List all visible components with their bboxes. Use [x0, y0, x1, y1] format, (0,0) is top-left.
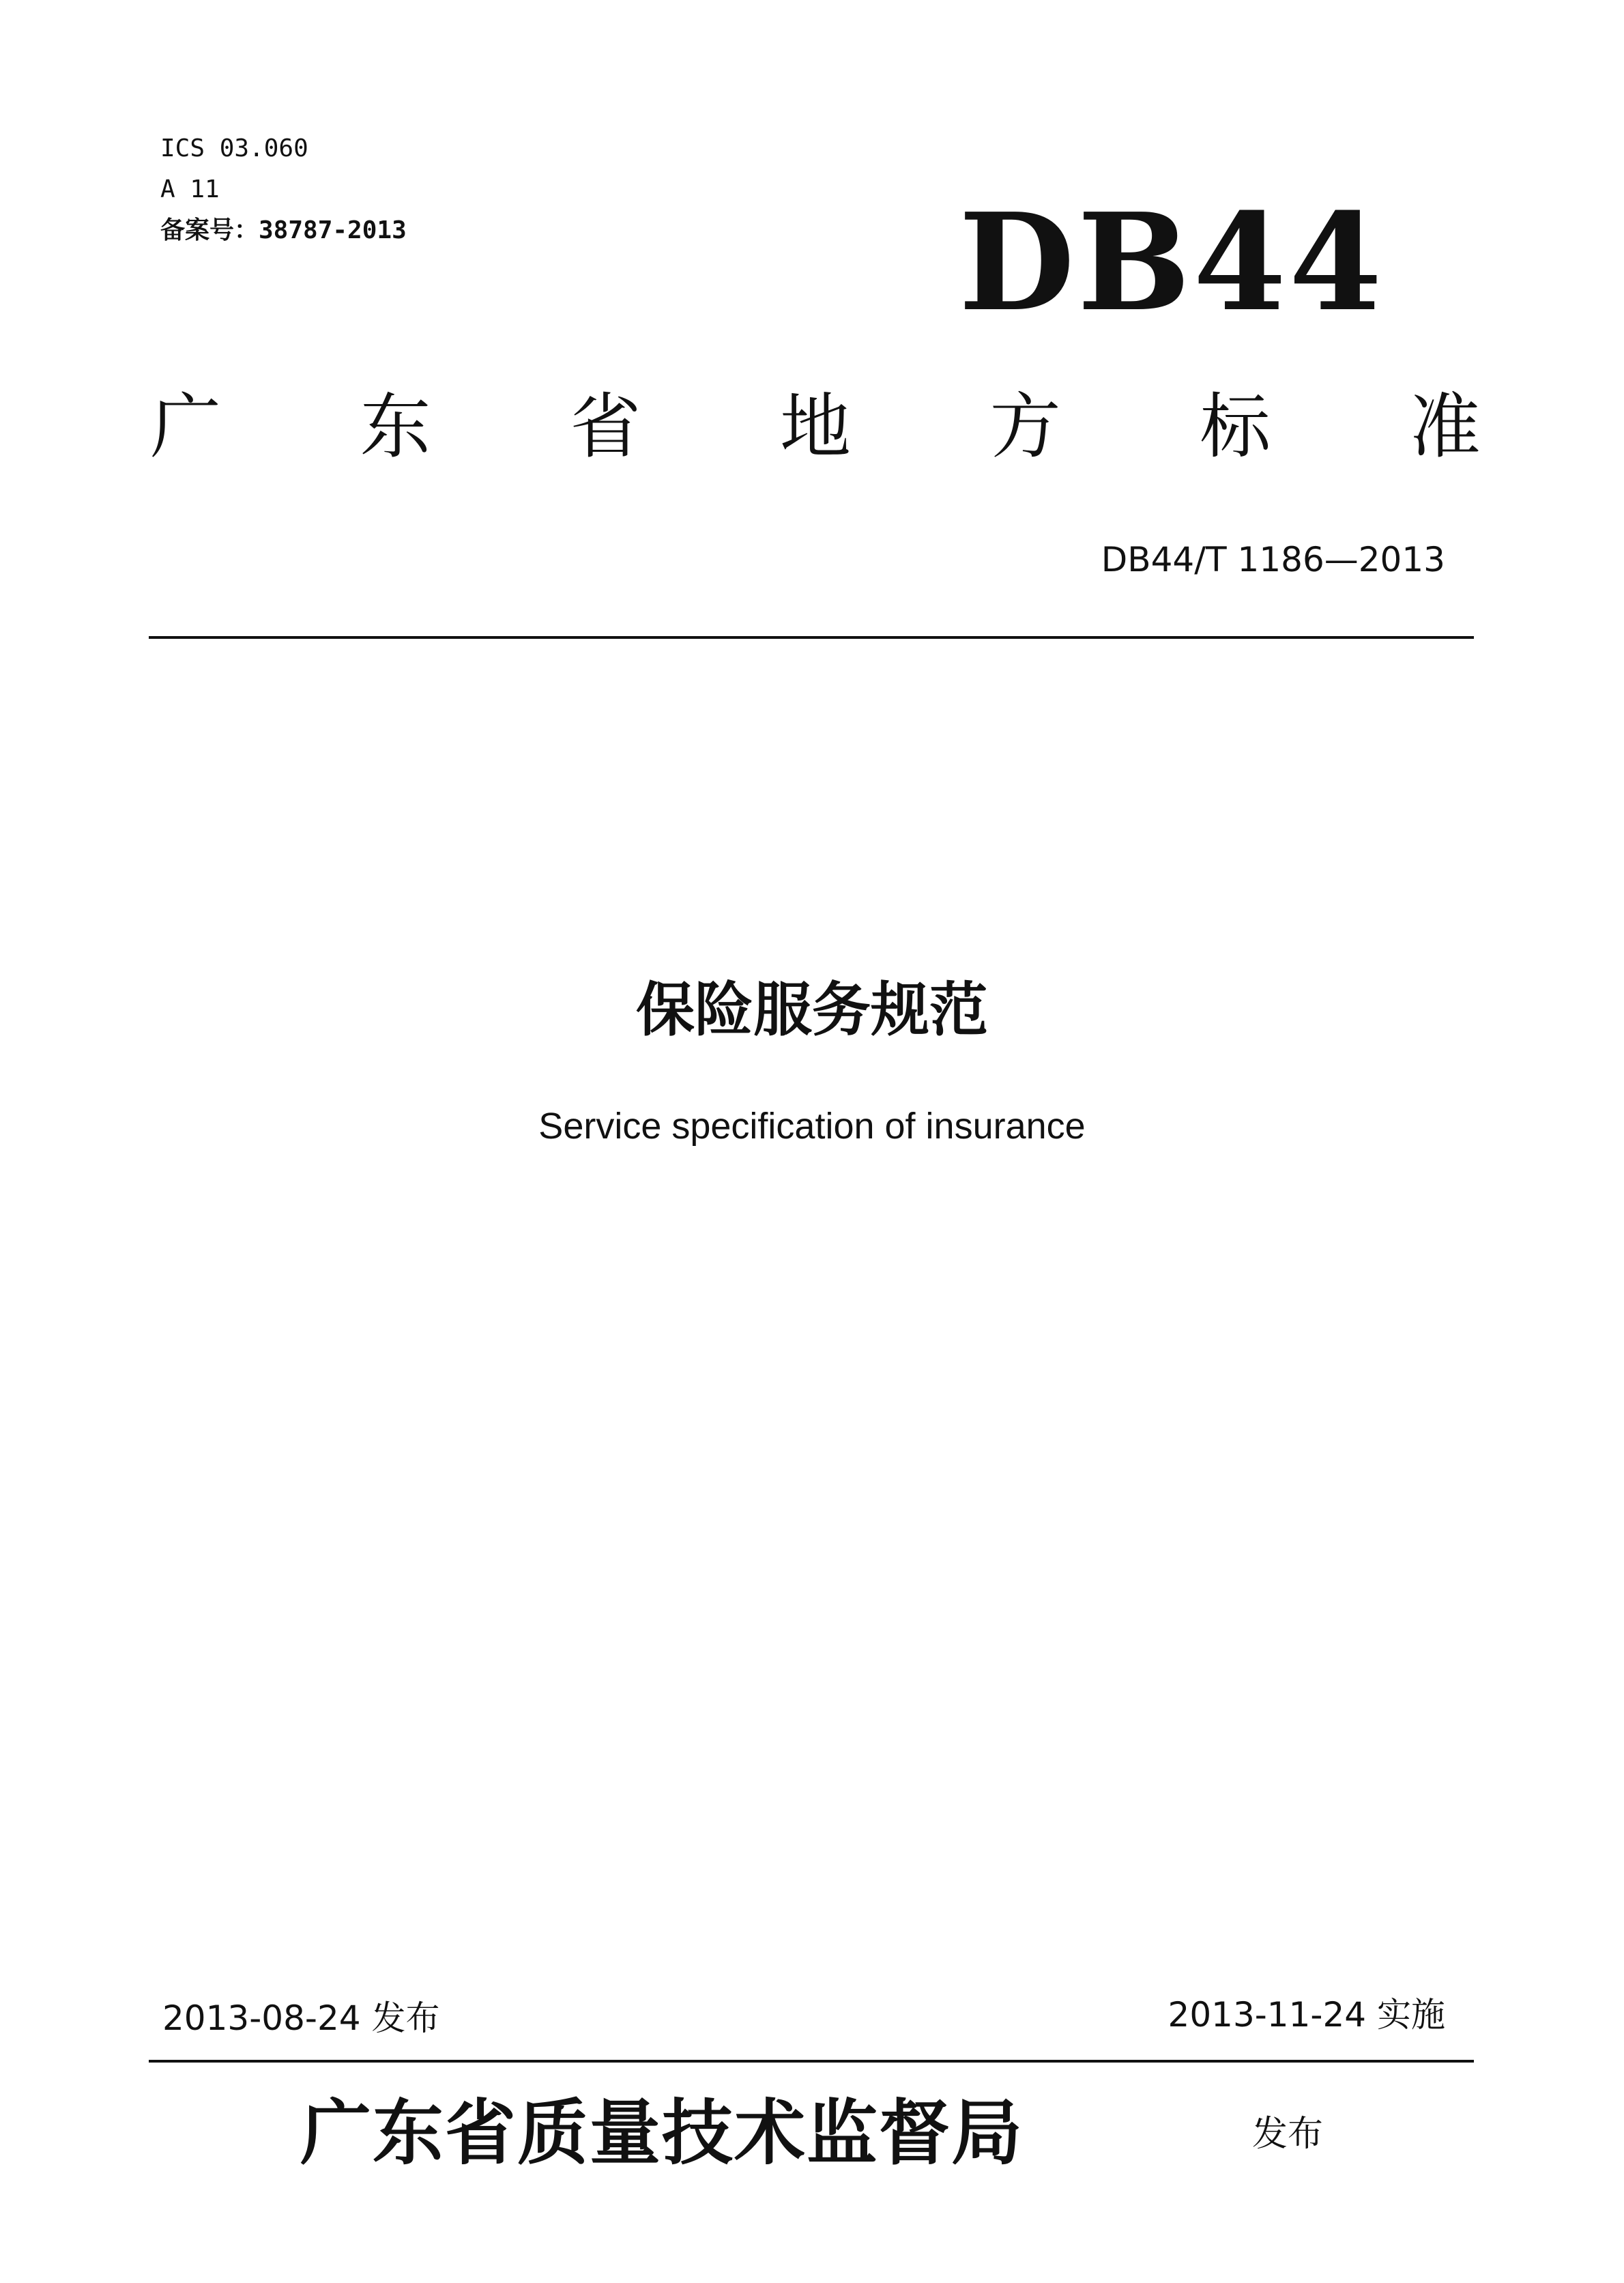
standard-title-char: 方: [989, 385, 1061, 468]
document-title-english: Service specification of insurance: [538, 1106, 1086, 1147]
implementation-date: 2013-11-24 实施: [1168, 1995, 1445, 2035]
issue-date: 2013-08-24 发布: [162, 1998, 440, 2038]
document-title-chinese: 保险服务规范: [636, 976, 988, 1044]
db44-logo: DB44: [959, 184, 1385, 341]
standard-title-char: 地: [779, 385, 851, 468]
bottom-divider: [149, 2060, 1474, 2063]
top-divider: [149, 636, 1474, 639]
standard-title-char: 准: [1409, 385, 1481, 468]
standard-title-char: 东: [360, 385, 431, 468]
classification-code: A 11: [160, 175, 220, 203]
standard-title-char: 广: [150, 385, 222, 468]
publisher-name: 广东省质量技术监督局: [300, 2091, 1024, 2174]
record-number: 备案号：38787-2013: [160, 216, 407, 244]
publisher-suffix: 发布: [1252, 2114, 1324, 2155]
standard-type-title: [150, 382, 1481, 471]
ics-code: ICS 03.060: [160, 134, 308, 162]
standard-title-char: 省: [570, 385, 641, 468]
standard-title-char: 标: [1200, 385, 1271, 468]
standard-number: DB44/T 1186—2013: [1101, 540, 1445, 579]
